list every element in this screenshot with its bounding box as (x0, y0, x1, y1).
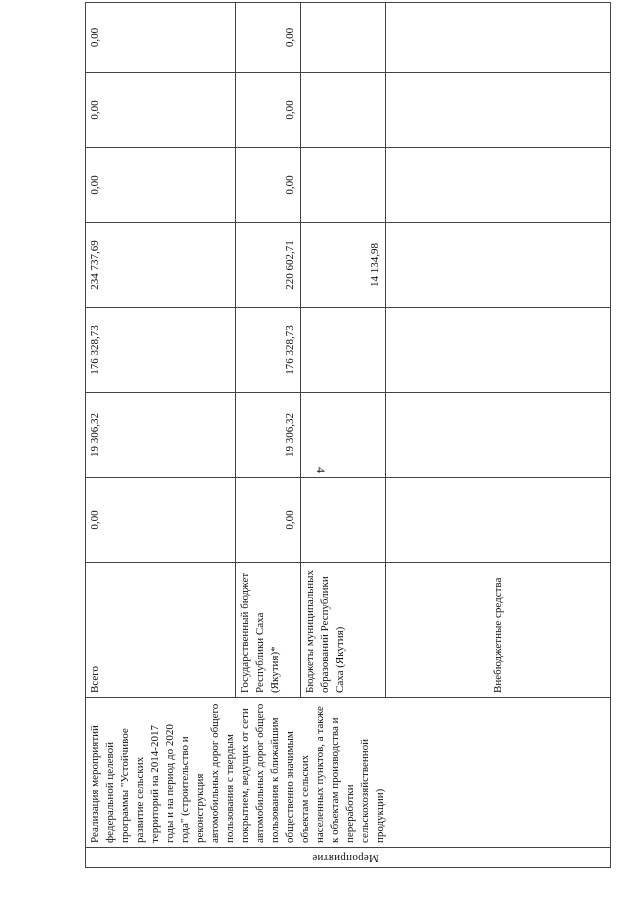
source-cell: Бюджеты муниципальных образований Республики Саха (Якутия) (301, 563, 386, 698)
value-cell: 0,00 (236, 3, 301, 73)
description-cell: Реализация мероприятий федеральной целевой программы "Устойчивое развитие сельских территорий на 2014-2017 годы и на период до 2020 года" (строительство и реконструкция автомобильных дорог общего пользования с твердым покрытием, ведущих от сети автомобильных дорог общего пользования к ближайшим общественно значимым объектам сельских населенных пунктов, а также к объектам производства и переработки сельскохозяйственной продукции) (86, 698, 611, 848)
value-cell: 19 306,32 (86, 393, 236, 478)
value-cell: 234 737,69 (86, 223, 236, 308)
table-row (86, 3, 236, 868)
value-cell (301, 478, 386, 563)
value-cell (386, 3, 611, 73)
value-cell: 19 306,32 (236, 393, 301, 478)
source-cell: Государственный бюджет Республики Саха (Якутия)* (236, 563, 301, 698)
value-cell: 176 328,73 (236, 308, 301, 393)
category-label: Мероприятие (312, 852, 379, 864)
value-cell (301, 73, 386, 148)
value-cell (301, 393, 386, 478)
rotated-page-content (85, 23, 610, 868)
value-cell (386, 148, 611, 223)
value-cell: 0,00 (86, 3, 236, 73)
value-cell (301, 3, 386, 73)
value-cell (386, 73, 611, 148)
value-cell: 0,00 (236, 478, 301, 563)
value-cell (386, 308, 611, 393)
value-cell: 176 328,73 (86, 308, 236, 393)
source-cell: Внебюджетные средства (386, 563, 611, 698)
value-cell: 0,00 (236, 73, 301, 148)
value-cell: 0,00 (86, 478, 236, 563)
value-cell: 0,00 (86, 73, 236, 148)
value-cell (301, 148, 386, 223)
budget-table (85, 2, 611, 868)
value-cell: 220 602,71 (236, 223, 301, 308)
value-cell (386, 393, 611, 478)
value-cell (301, 308, 386, 393)
value-cell (386, 223, 611, 308)
value-cell: 0,00 (236, 148, 301, 223)
value-cell: 14 134,98 (301, 223, 386, 308)
category-cell (86, 848, 611, 868)
value-cell (386, 478, 611, 563)
page-number: 4 (314, 467, 328, 473)
source-cell: Всего (86, 563, 236, 698)
value-cell: 0,00 (86, 148, 236, 223)
